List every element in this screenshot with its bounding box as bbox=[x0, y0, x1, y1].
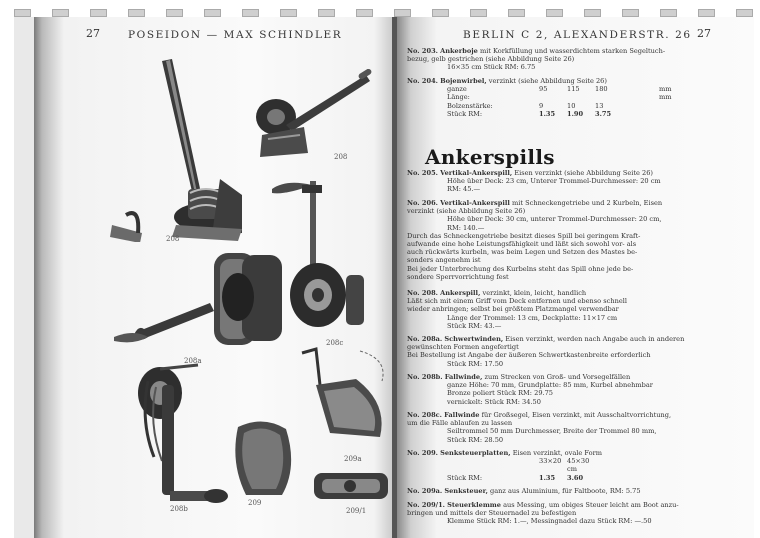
aluminium-rudder-209a-illustration bbox=[296, 345, 388, 457]
entry-line: gewünschten Formen angefertigt bbox=[407, 343, 519, 352]
halyard-winch-208c-illustration bbox=[272, 165, 372, 345]
entry-line: aufwande eine hohe Leistungsfähigkeit und läßt sich sowohl vor- als bbox=[407, 240, 637, 249]
entry-line: Seiltrommel 50 mm Durchmesser, Breite der Trommel 80 mm, bbox=[447, 427, 657, 436]
entry-line: Durch das Schneckengetriebe besitzt dieses Spill bei geringem Kraft- bbox=[407, 231, 641, 240]
entry-title: Senksteuer, bbox=[444, 487, 488, 495]
left-page-header: POSEIDON — MAX SCHINDLER bbox=[128, 29, 343, 41]
caption-208a: 208a bbox=[184, 357, 202, 365]
ruler-tick bbox=[660, 9, 677, 17]
entry-line: Eisen verzinkt, ovale Form bbox=[512, 449, 603, 457]
rudder-clamp-209-1-illustration bbox=[310, 465, 394, 507]
entry-line: bringen und mittels der Steuernadel zu befestigen bbox=[407, 509, 577, 518]
entry-number: No. 206. bbox=[407, 199, 438, 207]
entry-line: verzinkt (siehe Abbildung Seite 26) bbox=[407, 207, 526, 216]
catalog-entry-208c bbox=[407, 411, 748, 444]
entry-number: No. 203. bbox=[407, 47, 438, 55]
catalog-entry-208a bbox=[407, 335, 748, 368]
entry-title: Ankerboje bbox=[440, 47, 478, 55]
caption-209: 209 bbox=[248, 499, 262, 507]
cell: 1.35 bbox=[539, 109, 556, 118]
entry-line: verzinkt, klein, leicht, handlich bbox=[482, 289, 587, 297]
entry-price: Stück RM: 17.50 bbox=[447, 359, 504, 368]
entry-price: Bronze poliert Stück RM: 29.75 bbox=[447, 389, 554, 398]
cell: 33×20 bbox=[539, 457, 562, 466]
entry-price: Stück RM: 28.50 bbox=[447, 435, 504, 444]
entry-line: Höhe über Deck: 30 cm, unterer Trommel-Durchmesser: 20 cm, bbox=[447, 215, 662, 224]
entry-line: Länge der Trommel: 13 cm, Deckplatte: 11×17 cm bbox=[447, 313, 618, 322]
ruler-tick bbox=[318, 9, 335, 17]
entry-line: bezug, gelb gestrichen (siehe Abbildung Seite 26) bbox=[407, 55, 575, 64]
entry-title: Fallwinde bbox=[444, 411, 480, 419]
ruler-tick bbox=[698, 9, 715, 17]
entry-title: Bojenwirbel, bbox=[440, 77, 487, 85]
entry-line: ganze Höhe: 70 mm, Grundplatte: 85 mm, Kurbel abnehmbar bbox=[447, 381, 653, 390]
ruler-tick bbox=[204, 9, 221, 17]
ruler-tick bbox=[622, 9, 639, 17]
entry-price: Stück RM: 43.— bbox=[447, 321, 502, 330]
cell: Stück RM: bbox=[447, 473, 483, 482]
entry-title: Senksteuerplatten, bbox=[440, 449, 511, 457]
cell: Stück RM: bbox=[447, 109, 483, 118]
entry-price: RM: 45.— bbox=[447, 185, 481, 194]
price-row bbox=[407, 110, 748, 118]
ruler-tick bbox=[242, 9, 259, 17]
entry-line: verzinkt (siehe Abbildung Seite 26) bbox=[488, 77, 607, 85]
entry-line: Bei jeder Unterbrechung des Kurbelns steht das Spill ohne jede be- bbox=[407, 264, 634, 273]
ruler-tick bbox=[14, 9, 31, 17]
caption-208c: 208c bbox=[326, 339, 344, 347]
ruler-tick bbox=[736, 9, 753, 17]
entry-line: zum Strecken von Groß- und Vorsegelfällen bbox=[484, 373, 631, 381]
entry-price: 16×35 cm Stück RM: 6.75 bbox=[447, 63, 536, 72]
entry-line: Eisen verzinkt, werden nach Angabe auch in anderen bbox=[505, 335, 685, 343]
caption-209a: 209a bbox=[344, 455, 362, 463]
entry-line: ganz aus Aluminium, für Faltboote, RM: 5.75 bbox=[490, 487, 641, 495]
ruler-tick bbox=[508, 9, 525, 17]
rudder-plate-209-illustration bbox=[228, 417, 298, 499]
ruler-tick bbox=[584, 9, 601, 17]
catalog-entry-204 bbox=[407, 77, 748, 118]
left-page bbox=[34, 17, 396, 538]
entry-price: vernickelt: Stück RM: 34.50 bbox=[447, 397, 541, 406]
centreboard-winch-208a-illustration bbox=[114, 245, 294, 355]
entry-line: sonders angenehm ist bbox=[407, 256, 481, 265]
cell: Bolzenstärke: bbox=[447, 101, 493, 110]
entry-title: Steuerklemme bbox=[447, 501, 501, 509]
catalog-entry-209 bbox=[407, 449, 748, 482]
entry-price: RM: 140.— bbox=[447, 223, 485, 232]
cell: 3.60 bbox=[567, 473, 584, 482]
top-strip bbox=[0, 0, 760, 16]
entry-title: Vertikal-Ankerspill bbox=[440, 199, 510, 207]
ruler-tick bbox=[432, 9, 449, 17]
anchor-winch-208-illustration bbox=[92, 57, 262, 242]
ruler-tick bbox=[470, 9, 487, 17]
cell: 3.75 bbox=[595, 109, 612, 118]
entry-line: Läßt sich mit einem Griff vom Deck entfernen und ebenso schnell bbox=[407, 297, 627, 306]
section-title: Ankerspills bbox=[425, 145, 555, 169]
ruler-tick bbox=[90, 9, 107, 17]
caption-208-a: 208 bbox=[166, 235, 180, 243]
entry-title: Ankerspill, bbox=[440, 289, 481, 297]
entry-number: No. 209a. bbox=[407, 487, 443, 495]
entry-title: Vertikal-Ankerspill, bbox=[440, 169, 513, 177]
cell: 1.90 bbox=[567, 109, 584, 118]
anchor-winch-small-illustration bbox=[246, 69, 376, 159]
left-page-number: 27 bbox=[86, 27, 100, 40]
cell: 45×30 cm bbox=[567, 457, 590, 474]
entry-number: No. 204. bbox=[407, 77, 438, 85]
cell: 95 bbox=[539, 85, 548, 94]
cell: 1.35 bbox=[539, 473, 556, 482]
catalog-spread bbox=[14, 17, 754, 538]
ruler-tick bbox=[394, 9, 411, 17]
cell: 13 bbox=[595, 101, 604, 110]
catalog-entry-209-1 bbox=[407, 501, 748, 526]
catalog-entry-209a bbox=[407, 487, 748, 495]
cell: 10 bbox=[567, 101, 576, 110]
catalog-entry-208b bbox=[407, 373, 748, 406]
entry-line: aus Messing, um obiges Steuer leicht am Boot anzu- bbox=[503, 501, 679, 509]
caption-208-b: 208 bbox=[334, 153, 348, 161]
cell bbox=[447, 457, 487, 473]
ruler-tick bbox=[52, 9, 69, 17]
size-row bbox=[407, 457, 748, 473]
entry-line: wieder anbringen; selbst bei größtem Platzmangel verwendbar bbox=[407, 305, 619, 314]
entry-number: No. 205. bbox=[407, 169, 438, 177]
dimension-row bbox=[407, 85, 748, 101]
right-page-header: BERLIN C 2, ALEXANDERSTR. 26 bbox=[463, 29, 692, 41]
entry-number: No. 209. bbox=[407, 449, 438, 457]
entry-line: Bei Bestellung ist Angabe der äußeren Schwertkastenbreite erforderlich bbox=[407, 351, 651, 360]
entry-price: Klemme Stück RM: 1.—, Messingnadel dazu Stück RM: —.50 bbox=[447, 517, 652, 526]
entry-line: für Großsegel, Eisen verzinkt, mit Ausschaltvorrichtung, bbox=[481, 411, 672, 419]
entry-title: Fallwinde, bbox=[444, 373, 483, 381]
entry-number: No. 209/1. bbox=[407, 501, 445, 509]
unit: mm bbox=[659, 93, 672, 101]
price-row bbox=[407, 474, 748, 482]
ruler-tick bbox=[128, 9, 145, 17]
caption-209-1: 209/1 bbox=[346, 507, 367, 515]
entry-line: Eisen verzinkt (siehe Abbildung Seite 26) bbox=[514, 169, 653, 177]
halyard-winch-208b-illustration bbox=[118, 361, 238, 511]
cell: 9 bbox=[539, 101, 544, 110]
entry-line: um die Fälle ablaufen zu lassen bbox=[407, 419, 513, 428]
unit: mm bbox=[659, 85, 672, 93]
entry-number: No. 208c. bbox=[407, 411, 442, 419]
dimension-row bbox=[407, 102, 748, 110]
entry-line: mit Korkfüllung und wasserdichtem starken Segeltuch- bbox=[479, 47, 666, 55]
catalog-entry-208 bbox=[407, 289, 748, 330]
catalog-entry-206 bbox=[407, 199, 748, 281]
entry-number: No. 208. bbox=[407, 289, 438, 297]
ruler-tick bbox=[356, 9, 373, 17]
catalog-entry-203 bbox=[407, 47, 748, 72]
entry-number: No. 208b. bbox=[407, 373, 443, 381]
entry-line: mit Schneckengetriebe und 2 Kurbeln, Eisen bbox=[512, 199, 663, 207]
entry-line: sondere Sperrvorrichtung fest bbox=[407, 272, 509, 281]
ruler-tick bbox=[546, 9, 563, 17]
entry-line: Höhe über Deck: 23 cm, Unterer Trommel-Durchmesser: 20 cm bbox=[447, 177, 661, 186]
right-page bbox=[397, 17, 754, 538]
ruler-tick bbox=[280, 9, 297, 17]
cell: 180 bbox=[595, 85, 608, 94]
entry-line: auch rückwärts kurbeln, was beim Legen und Setzen des Mastes be- bbox=[407, 248, 638, 257]
cell: ganze Länge: bbox=[447, 85, 470, 102]
catalog-entry-205 bbox=[407, 169, 748, 194]
entry-number: No. 208a. bbox=[407, 335, 443, 343]
caption-208b: 208b bbox=[170, 505, 188, 513]
entry-title: Schwertwinden, bbox=[444, 335, 504, 343]
ruler-tick bbox=[166, 9, 183, 17]
cell: 115 bbox=[567, 85, 580, 94]
right-page-number: 27 bbox=[697, 27, 711, 40]
